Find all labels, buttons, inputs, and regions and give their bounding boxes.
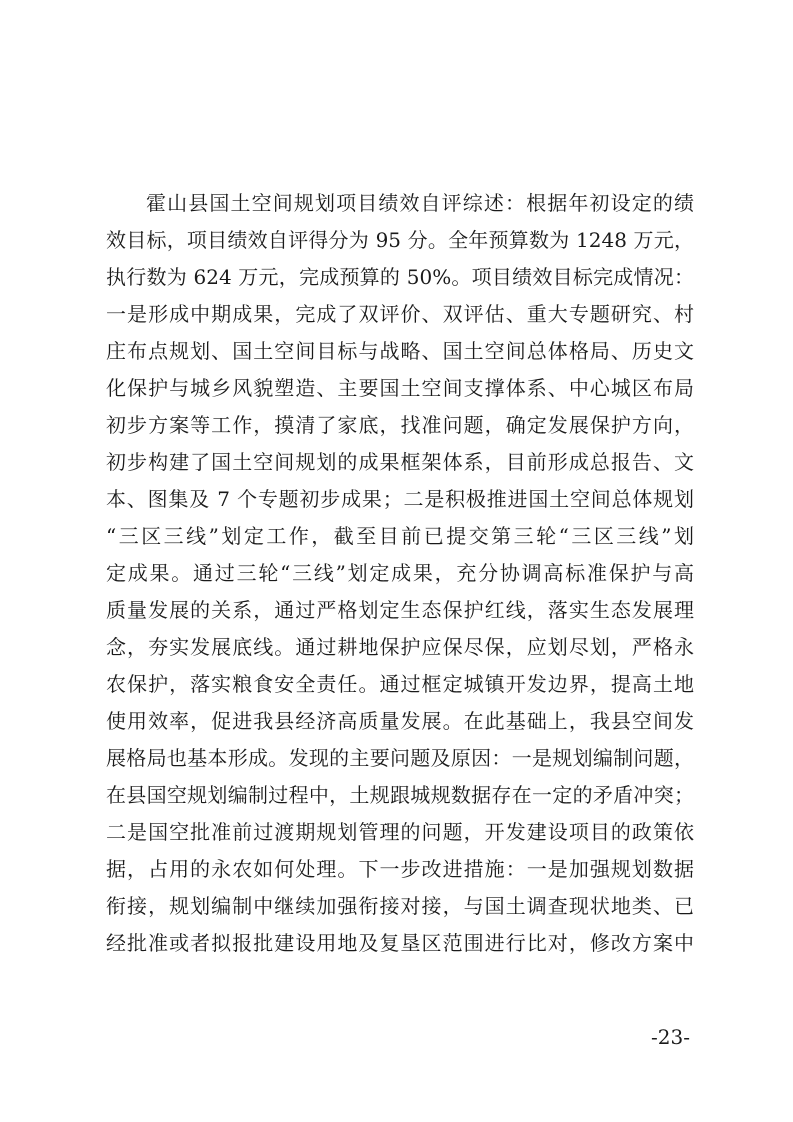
text-line: 庄布点规划、国土空间目标与战略、国土空间总体格局、历史文 (106, 339, 694, 363)
text-line: 展格局也基本形成。发现的主要问题及原因：一是规划编制问题， (106, 746, 694, 770)
text-line: 霍山县国土空间规划项目绩效自评综述：根据年初设定的绩 (146, 191, 694, 215)
text-line: 衔接，规划编制中继续加强衔接对接，与国土调查现状地类、已 (106, 894, 694, 918)
text-line: 定成果。通过三轮“三线”划定成果，充分协调高标准保护与高 (106, 561, 694, 585)
text-line: 本、图集及 7 个专题初步成果；二是积极推进国土空间总体规划 (106, 487, 694, 511)
text-line: 念，夯实发展底线。通过耕地保护应保尽保，应划尽划，严格永 (106, 635, 694, 659)
text-line: 经批准或者拟报批建设用地及复垦区范围进行比对，修改方案中 (106, 931, 694, 955)
text-line: 效目标，项目绩效自评得分为 95 分。全年预算数为 1248 万元， (106, 228, 694, 252)
text-line: 一是形成中期成果，完成了双评价、双评估、重大专题研究、村 (106, 302, 694, 326)
text-line: 农保护，落实粮食安全责任。通过框定城镇开发边界，提高土地 (106, 672, 694, 696)
text-line: 据，占用的永农如何处理。下一步改进措施：一是加强规划数据 (106, 857, 694, 881)
body-paragraph (106, 185, 694, 962)
text-line: 执行数为 624 万元，完成预算的 50%。项目绩效目标完成情况： (106, 265, 694, 289)
text-line: “三区三线”划定工作，截至目前已提交第三轮“三区三线”划 (106, 524, 694, 548)
text-line: 质量发展的关系，通过严格划定生态保护红线，落实生态发展理 (106, 598, 694, 622)
page-number: -23- (651, 1025, 690, 1049)
text-line: 化保护与城乡风貌塑造、主要国土空间支撑体系、中心城区布局 (106, 376, 694, 400)
text-line: 二是国空批准前过渡期规划管理的问题，开发建设项目的政策依 (106, 820, 694, 844)
text-line: 在县国空规划编制过程中，土规跟城规数据存在一定的矛盾冲突； (106, 783, 694, 807)
text-line: 使用效率，促进我县经济高质量发展。在此基础上，我县空间发 (106, 709, 694, 733)
text-line: 初步方案等工作，摸清了家底，找准问题，确定发展保护方向， (106, 413, 694, 437)
text-line: 初步构建了国土空间规划的成果框架体系，目前形成总报告、文 (106, 450, 694, 474)
